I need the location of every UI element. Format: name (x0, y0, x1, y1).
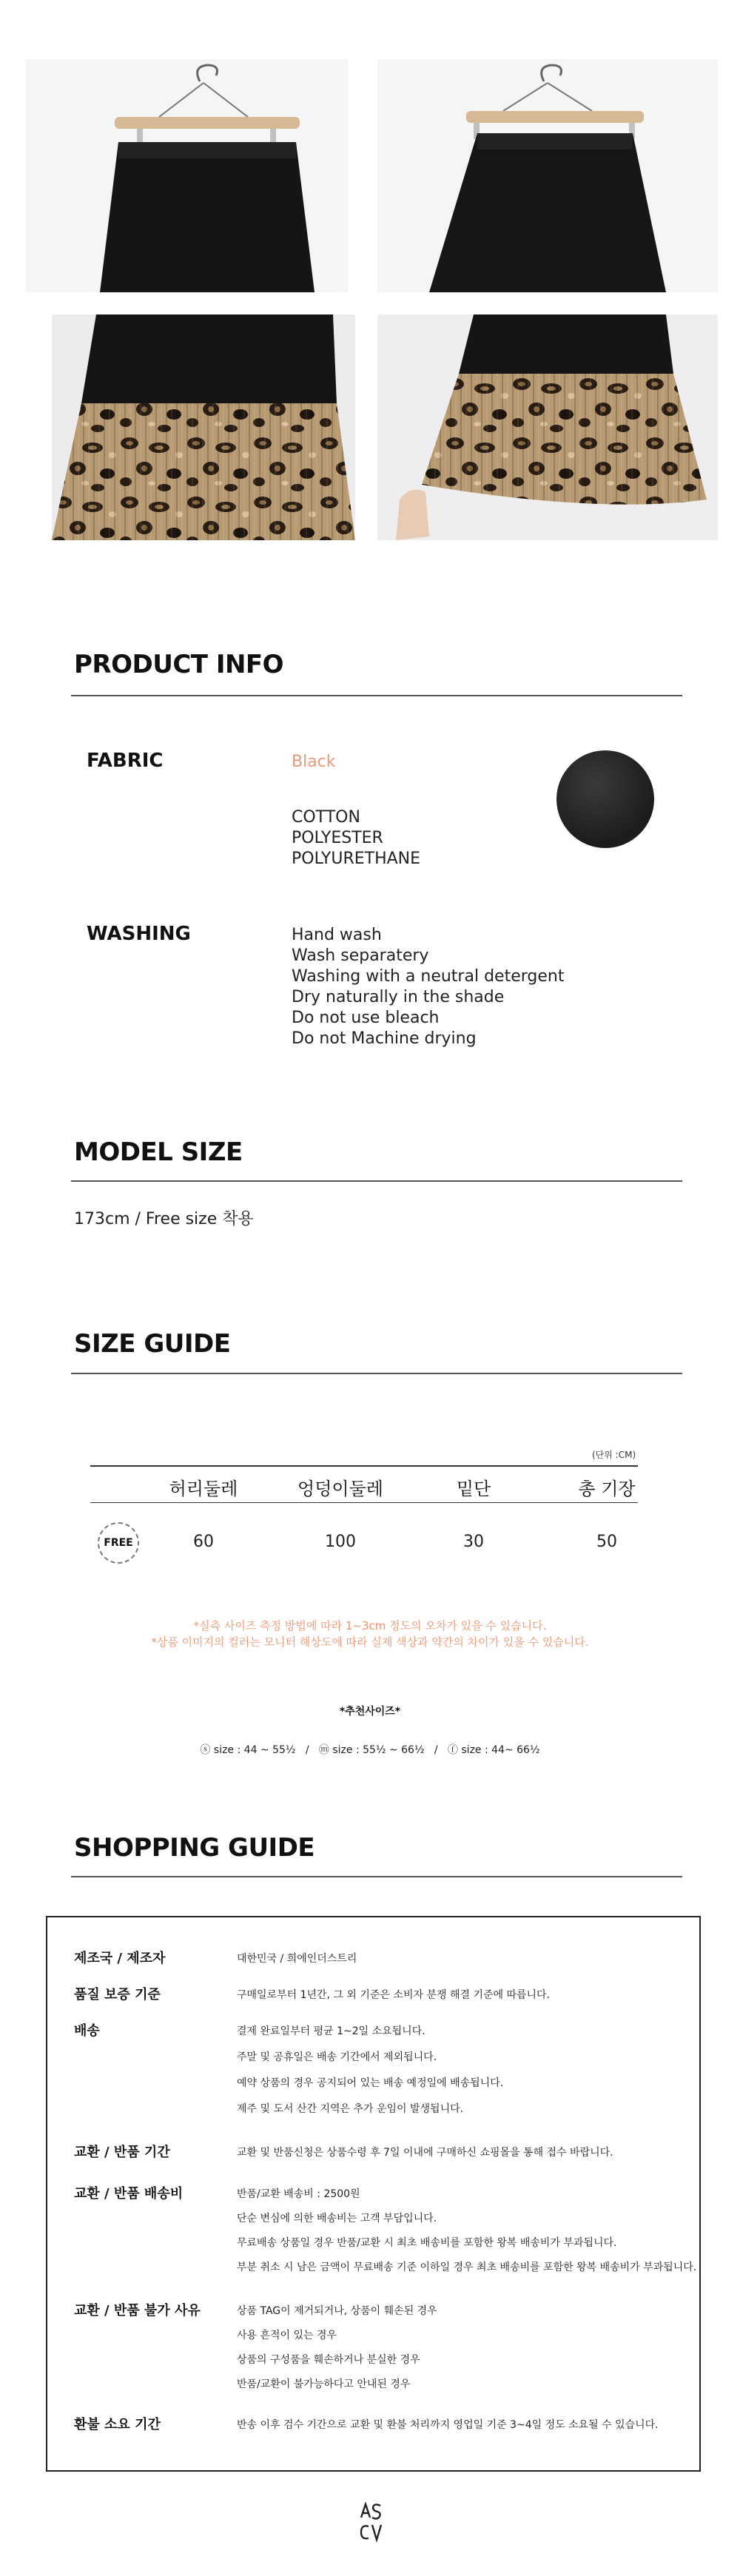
recommend-title: *추천사이즈* (339, 1706, 401, 1718)
brand-logo (355, 2500, 385, 2544)
sg-no-return-line-4: 반품/교환이 불가능하다고 안내된 경우 (237, 2378, 411, 2390)
washing-label: WASHING (87, 923, 191, 945)
val-waist: 60 (193, 1533, 214, 1551)
sg-label-warranty: 품질 보증 기준 (74, 1987, 161, 2002)
sg-label-return-fee: 교환 / 반품 배송비 (74, 2186, 184, 2202)
size-guide-title: SIZE GUIDE (74, 1329, 231, 1359)
col-hem: 밑단 (456, 1479, 491, 1499)
washing-3: Washing with a neutral detergent (292, 967, 565, 986)
free-size-badge: FREE (98, 1522, 139, 1564)
product-info-title: PRODUCT INFO (74, 650, 284, 679)
sg-return-fee-line-3: 무료배송 상품일 경우 반품/교환 시 최초 배송비를 포함한 왕복 배송비가 부과됩니다. (237, 2237, 617, 2249)
sg-no-return-line-3: 상품의 구성품을 훼손하거나 분실한 경우 (237, 2354, 420, 2366)
sg-return-fee-line-1: 반품/교환 배송비 : 2500원 (237, 2188, 360, 2200)
sg-origin-line-1: 대한민국 / 희에인더스트리 (237, 1953, 357, 1965)
color-name: Black (292, 753, 336, 771)
val-hem: 30 (463, 1533, 484, 1551)
washing-6: Do not Machine drying (292, 1029, 477, 1048)
fabric-label: FABRIC (87, 750, 164, 772)
unit-label: (단위 :CM) (592, 1450, 636, 1460)
sg-label-origin: 제조국 / 제조자 (74, 1951, 166, 1966)
sg-no-return-line-2: 사용 흔적이 있는 경우 (237, 2330, 337, 2341)
col-waist: 허리둘레 (169, 1479, 238, 1499)
recommend-sizes: ⓢ size : 44 ~ 55½ / ⓜ size : 55½ ~ 66½ / ⓕ size : 44~ 66½ (200, 1744, 540, 1756)
model-size-title: MODEL SIZE (74, 1137, 243, 1167)
hanger-photo-left (26, 59, 348, 292)
model-size-divider (71, 1180, 682, 1182)
washing-2: Wash separatery (292, 946, 429, 965)
val-length: 50 (596, 1533, 617, 1551)
val-hip: 100 (325, 1533, 356, 1551)
sg-label-delivery: 배송 (74, 2023, 100, 2039)
sg-refund-line-1: 반송 이후 검수 기간으로 교환 및 환불 처리까지 영업일 기준 3~4일 정도 소요될 수 있습니다. (237, 2419, 659, 2431)
sg-return-fee-line-4: 부분 취소 시 남은 금액이 무료배송 기준 이하일 경우 최초 배송비를 포함한 왕복 배송비가 부과됩니다. (237, 2261, 697, 2273)
col-length: 총 기장 (578, 1479, 636, 1499)
material-1: COTTON (292, 808, 360, 827)
sg-delivery-line-3: 예약 상품의 경우 공지되어 있는 배송 예정일에 배송됩니다. (237, 2077, 504, 2089)
color-swatch (556, 750, 654, 848)
sg-label-return-period: 교환 / 반품 기간 (74, 2145, 170, 2160)
sg-return-fee-line-2: 단순 변심에 의한 배송비는 고객 부담입니다. (237, 2213, 437, 2224)
leopard-hem-photo-right (377, 315, 718, 540)
shopping-guide-divider (71, 1876, 682, 1877)
model-size-text: 173cm / Free size 착용 (74, 1210, 254, 1228)
sg-delivery-line-1: 결제 완료일부터 평균 1~2일 소요됩니다. (237, 2025, 426, 2037)
table-top-rule (90, 1465, 638, 1467)
size-guide-divider (71, 1373, 682, 1374)
sg-label-no-return: 교환 / 반품 불가 사유 (74, 2303, 201, 2318)
washing-4: Dry naturally in the shade (292, 988, 505, 1006)
size-note-1: *실측 사이즈 측정 방법에 따라 1~3cm 정도의 오차가 있을 수 있습니다. (193, 1619, 547, 1632)
size-note-2: *상품 이미지의 컬러는 모니터 해상도에 따라 실제 색상과 약간의 차이가 있을 수 있습니다. (151, 1635, 589, 1649)
washing-5: Do not use bleach (292, 1009, 440, 1027)
product-info-divider (71, 695, 682, 696)
sg-no-return-line-1: 상품 TAG이 제거되거나, 상품이 훼손된 경우 (237, 2305, 437, 2317)
sg-label-refund: 환불 소요 기간 (74, 2417, 161, 2432)
material-3: POLYURETHANE (292, 850, 421, 868)
leopard-hem-photo-left (52, 315, 355, 540)
washing-1: Hand wash (292, 926, 382, 944)
table-header-rule (90, 1502, 638, 1503)
sg-delivery-line-4: 제주 및 도서 산간 지역은 추가 운임이 발생됩니다. (237, 2103, 464, 2115)
hanger-photo-right (377, 59, 718, 292)
sg-delivery-line-2: 주말 및 공휴일은 배송 기간에서 제외됩니다. (237, 2051, 437, 2063)
sg-return-period-line-1: 교환 및 반품신청은 상품수령 후 7일 이내에 구매하신 쇼핑몰을 통해 접수 바랍니다. (237, 2147, 613, 2159)
col-hip: 엉덩이둘레 (297, 1479, 383, 1499)
sg-warranty-line-1: 구매일로부터 1년간, 그 외 기준은 소비자 분쟁 해결 기준에 따릅니다. (237, 1989, 551, 2001)
shopping-guide-title: SHOPPING GUIDE (74, 1833, 315, 1863)
material-2: POLYESTER (292, 829, 383, 847)
